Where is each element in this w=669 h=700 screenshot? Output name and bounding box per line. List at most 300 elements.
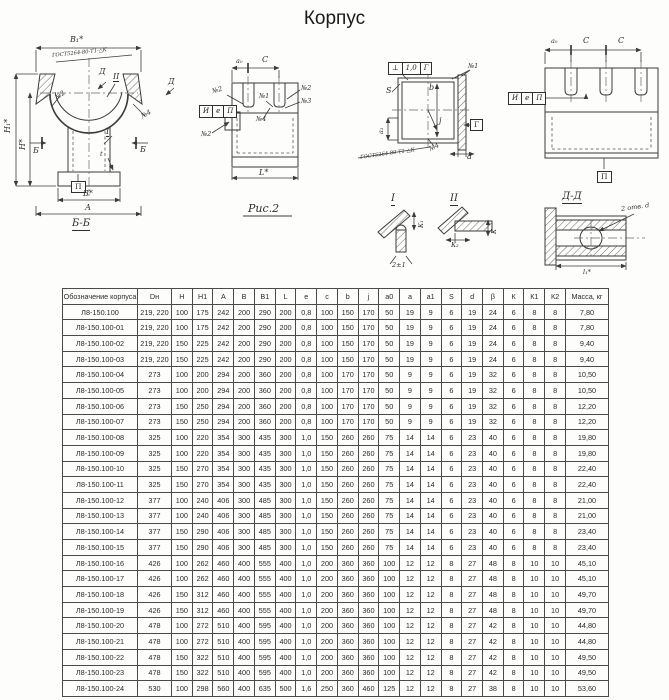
designation-cell: Л8-150.100-24 [63,681,138,697]
value-cell: 273 [138,414,172,430]
value-cell: 460 [213,602,234,618]
value-cell: 6 [503,351,524,367]
value-cell: 478 [138,618,172,634]
value-cell: 242 [213,336,234,352]
designation-cell: Л8-150.100-17 [63,571,138,587]
value-cell: 510 [213,634,234,650]
value-cell: 406 [213,492,234,508]
value-cell: 200 [234,414,255,430]
value-cell: 10 [545,665,566,681]
value-cell: 8 [524,524,545,540]
value-cell: 312 [192,587,213,603]
holes-note: 2 отв. d [620,201,650,213]
value-cell: 1,0 [296,492,317,508]
section-ii [438,207,492,242]
view-arrow-label-d: Д [99,67,106,76]
value-cell: 14 [400,445,421,461]
view-side [212,63,300,216]
value-cell: 406 [213,524,234,540]
value-cell: 14 [400,508,421,524]
value-cell: 42 [483,634,504,650]
value-cell: 300 [275,492,296,508]
value-cell: 27 [462,634,483,650]
table-row [63,445,609,461]
datum-flag-g: Г [470,119,483,131]
value-cell: 8 [545,508,566,524]
value-cell: 170 [337,383,358,399]
value-cell: 150 [317,445,338,461]
value-cell: 9 [420,414,441,430]
value-cell: 460 [358,681,379,697]
value-cell: 100 [379,618,400,634]
designation-cell: Л8-150.100-01 [63,320,138,336]
value-cell: 219, 220 [138,320,172,336]
value-cell: 377 [138,492,172,508]
value-cell: 325 [138,477,172,493]
value-cell: 32 [483,383,504,399]
value-cell: 273 [138,367,172,383]
value-cell: 27 [462,587,483,603]
value-cell: 100 [172,304,193,320]
dim-label-a0: а₀ [236,57,243,65]
value-cell: 510 [213,665,234,681]
value-cell: 14 [400,477,421,493]
value-cell: 6 [503,367,524,383]
value-cell: 9 [420,383,441,399]
value-cell: 27 [462,649,483,665]
value-cell: 6 [503,508,524,524]
weld-box-cell: И [509,93,522,104]
value-cell: 12 [400,634,421,650]
value-cell: 42 [483,649,504,665]
value-cell: 150 [317,492,338,508]
value-cell: 100 [379,665,400,681]
value-cell: 8 [524,508,545,524]
value-cell: 485 [254,508,275,524]
value-cell: 6 [503,524,524,540]
value-cell: 1,0 [296,445,317,461]
page-title: Корпус [303,8,366,29]
value-cell: 10 [524,681,545,697]
value-cell: 24 [483,320,504,336]
section-title-ii: II [450,193,458,204]
value-cell: 360 [254,383,275,399]
table-row [63,398,609,414]
value-cell: 200 [275,398,296,414]
value-cell: 300 [275,540,296,556]
designation-cell: Л8-150.100-15 [63,540,138,556]
value-cell: 10 [524,634,545,650]
weld-box-cell: е [522,93,533,104]
value-cell: 12 [420,587,441,603]
view-plan [358,70,474,158]
value-cell: 300 [275,445,296,461]
value-cell: 12 [420,681,441,697]
value-cell: 8 [503,618,524,634]
value-cell: 555 [254,555,275,571]
value-cell: 300 [275,430,296,446]
value-cell: 44,80 [566,634,609,650]
weld-mark-no2-right: №2 [301,84,312,92]
value-cell: 260 [358,477,379,493]
value-cell: 42 [483,618,504,634]
value-cell: 10 [545,681,566,697]
value-cell: 8 [524,398,545,414]
value-cell: 170 [358,383,379,399]
value-cell: 6 [441,492,462,508]
value-cell: 8 [503,571,524,587]
value-cell: 8 [441,618,462,634]
column-header: b [337,289,358,305]
value-cell: 9 [420,320,441,336]
value-cell: 12 [400,681,421,697]
value-cell: 8 [545,524,566,540]
value-cell: 360 [337,587,358,603]
value-cell: 400 [275,602,296,618]
value-cell: 200 [234,383,255,399]
value-cell: 325 [138,461,172,477]
value-cell: 19 [462,336,483,352]
value-cell: 49,50 [566,665,609,681]
value-cell: 260 [337,540,358,556]
value-cell: 1,0 [296,649,317,665]
dim-label-k2: К₂ [451,241,459,249]
weld-mark-no4: №4 [139,107,153,121]
value-cell: 400 [275,618,296,634]
value-cell: 48 [483,602,504,618]
value-cell: 40 [483,430,504,446]
value-cell: 12 [420,602,441,618]
value-cell: 240 [192,492,213,508]
value-cell: 8 [441,555,462,571]
dim-label-k: К [490,228,498,234]
value-cell: 150 [172,336,193,352]
value-cell: 14 [400,492,421,508]
value-cell: 272 [192,618,213,634]
weld-mark-no2-left: №2 [211,84,224,96]
value-cell: 200 [192,383,213,399]
value-cell: 200 [317,649,338,665]
dim-label-a1: а₁ [377,127,385,134]
dim-label-h1: Н₁* [3,118,12,133]
value-cell: 170 [358,320,379,336]
value-cell: 294 [213,414,234,430]
value-cell: 300 [234,508,255,524]
value-cell: 150 [172,461,193,477]
value-cell: 290 [254,336,275,352]
table-row [63,351,609,367]
value-cell: 555 [254,587,275,603]
value-cell: 300 [275,477,296,493]
value-cell: 10 [545,555,566,571]
value-cell: 400 [275,665,296,681]
table-row [63,571,609,587]
designation-cell: Л8-150.100-13 [63,508,138,524]
value-cell: 14 [400,524,421,540]
value-cell: 325 [138,445,172,461]
column-header: Масса, кг [566,289,609,305]
value-cell: 48 [483,587,504,603]
value-cell: 555 [254,602,275,618]
value-cell: 170 [358,304,379,320]
value-cell: 40 [483,540,504,556]
value-cell: 8 [524,367,545,383]
value-cell: 150 [317,461,338,477]
value-cell: 262 [192,571,213,587]
tolerance-symbol: ⊥ [389,63,403,74]
value-cell: 242 [213,351,234,367]
value-cell: 40 [483,492,504,508]
value-cell: 45,10 [566,555,609,571]
value-cell: 1,0 [296,540,317,556]
value-cell: 273 [138,398,172,414]
value-cell: 50 [379,367,400,383]
value-cell: 27 [462,571,483,587]
value-cell: 14 [400,540,421,556]
dim-label-j: j [439,116,442,125]
value-cell: 200 [234,336,255,352]
value-cell: 6 [503,414,524,430]
value-cell: 8 [524,414,545,430]
value-cell: 100 [172,445,193,461]
value-cell: 22,40 [566,477,609,493]
designation-cell: Л8-150.100-20 [63,618,138,634]
value-cell: 200 [317,571,338,587]
value-cell: 19 [462,351,483,367]
value-cell: 242 [213,304,234,320]
value-cell: 12,20 [566,398,609,414]
value-cell: 6 [503,398,524,414]
value-cell: 100 [172,618,193,634]
value-cell: 24 [483,351,504,367]
view-caption-bb: Б-Б [72,218,91,229]
value-cell: 14 [400,430,421,446]
spec-table [62,288,609,697]
value-cell: 400 [234,602,255,618]
dim-label-v: В* [83,189,93,198]
value-cell: 6 [441,367,462,383]
value-cell: 1,0 [296,665,317,681]
weld-symbol-box [508,92,546,105]
value-cell: 300 [275,461,296,477]
value-cell: 8 [441,571,462,587]
value-cell: 360 [337,649,358,665]
value-cell: 270 [192,461,213,477]
value-cell: 7,80 [566,320,609,336]
value-cell: 510 [213,649,234,665]
value-cell: 260 [358,492,379,508]
value-cell: 100 [317,304,338,320]
value-cell: 360 [254,367,275,383]
value-cell: 19 [462,304,483,320]
value-cell: 400 [234,634,255,650]
value-cell: 8 [524,540,545,556]
value-cell: 6 [503,383,524,399]
weld-box-cell: е [213,106,224,117]
value-cell: 150 [172,602,193,618]
value-cell: 100 [172,555,193,571]
value-cell: 219, 220 [138,351,172,367]
value-cell: 8 [441,602,462,618]
dim-label-h: Н* [18,139,27,150]
value-cell: 44,80 [566,618,609,634]
value-cell: 426 [138,571,172,587]
value-cell: 100 [379,649,400,665]
value-cell: 294 [213,398,234,414]
table-row [63,492,609,508]
value-cell: 8 [545,398,566,414]
value-cell: 27 [462,555,483,571]
value-cell: 1,0 [296,461,317,477]
value-cell: 150 [172,524,193,540]
value-cell: 360 [358,587,379,603]
value-cell: 0,8 [296,367,317,383]
value-cell: 8 [545,477,566,493]
value-cell: 40 [483,445,504,461]
value-cell: 50 [379,351,400,367]
column-header: β [483,289,504,305]
column-header: К2 [545,289,566,305]
value-cell: 8 [441,634,462,650]
value-cell: 400 [234,618,255,634]
weld-gost-label: ГОСТ5264-80-Т1-△К [51,47,108,59]
table-row [63,587,609,603]
value-cell: 260 [358,445,379,461]
value-cell: 8 [524,304,545,320]
value-cell: 75 [379,461,400,477]
weld-box-cell: И [200,106,213,117]
value-cell: 0,8 [296,304,317,320]
value-cell: 1,0 [296,477,317,493]
section-mark-i: I [106,127,110,136]
table-row [63,320,609,336]
value-cell: 200 [317,555,338,571]
value-cell: 260 [358,430,379,446]
value-cell: 6 [441,304,462,320]
column-header: с [317,289,338,305]
value-cell: 23,40 [566,540,609,556]
designation-cell: Л8-150.100-08 [63,430,138,446]
value-cell: 400 [275,571,296,587]
drawing-views [0,0,669,286]
value-cell: 32 [483,398,504,414]
dim-label-c: С [262,55,269,64]
value-cell: 8 [441,649,462,665]
table-row [63,555,609,571]
value-cell: 200 [234,367,255,383]
value-cell: 27 [462,602,483,618]
value-cell: 290 [192,524,213,540]
value-cell: 200 [234,304,255,320]
table-row [63,508,609,524]
value-cell: 8 [524,445,545,461]
value-cell: 8 [524,320,545,336]
value-cell: 400 [234,681,255,697]
dim-label-a: А [85,203,92,212]
value-cell: 19 [400,336,421,352]
value-cell: 219, 220 [138,304,172,320]
column-header: е [296,289,317,305]
value-cell: 12 [420,649,441,665]
table-row [63,524,609,540]
value-cell: 200 [275,351,296,367]
value-cell: 10 [545,587,566,603]
value-cell: 200 [234,351,255,367]
tolerance-frame [388,62,432,75]
value-cell: 200 [275,320,296,336]
designation-cell: Л8-150.100-14 [63,524,138,540]
table-row [63,649,609,665]
value-cell: 9 [400,398,421,414]
value-cell: 24 [483,304,504,320]
value-cell: 300 [275,508,296,524]
value-cell: 354 [213,477,234,493]
value-cell: 0,8 [296,320,317,336]
weld-box-cell: П [536,94,543,102]
value-cell: 8 [503,681,524,697]
value-cell: 435 [254,477,275,493]
weld-mark-no3: №3 [301,97,312,105]
value-cell: 300 [275,524,296,540]
value-cell: 9 [420,304,441,320]
value-cell: 6 [503,461,524,477]
column-header: а [400,289,421,305]
value-cell: 500 [275,681,296,697]
value-cell: 50 [379,304,400,320]
value-cell: 150 [172,351,193,367]
designation-cell: Л8-150.100-10 [63,461,138,477]
value-cell: 200 [275,414,296,430]
value-cell: 290 [254,351,275,367]
value-cell: 49,70 [566,602,609,618]
value-cell: 6 [503,304,524,320]
value-cell: 6 [441,445,462,461]
weld-mark-no1: №1 [468,62,479,70]
value-cell: 100 [317,414,338,430]
section-title-dd: Д-Д [562,191,582,202]
value-cell: 10,50 [566,367,609,383]
value-cell: 38 [483,681,504,697]
value-cell: 12 [400,602,421,618]
value-cell: 200 [275,367,296,383]
value-cell: 290 [254,304,275,320]
section-mark-b-left: Б [33,146,39,155]
value-cell: 360 [337,681,358,697]
value-cell: 12 [400,649,421,665]
table-row [63,634,609,650]
value-cell: 48 [483,555,504,571]
value-cell: 150 [172,398,193,414]
value-cell: 23 [462,492,483,508]
value-cell: 200 [317,602,338,618]
value-cell: 75 [379,477,400,493]
value-cell: 8 [441,681,462,697]
value-cell: 460 [213,587,234,603]
table-row [63,414,609,430]
value-cell: 10 [545,618,566,634]
value-cell: 150 [172,540,193,556]
value-cell: 32 [483,367,504,383]
value-cell: 635 [254,681,275,697]
value-cell: 8 [545,492,566,508]
value-cell: 360 [337,555,358,571]
value-cell: 9 [400,414,421,430]
value-cell: 9,40 [566,351,609,367]
table-row [63,540,609,556]
value-cell: 260 [358,461,379,477]
dim-label-k1: К₁ [417,220,425,228]
value-cell: 12 [420,634,441,650]
